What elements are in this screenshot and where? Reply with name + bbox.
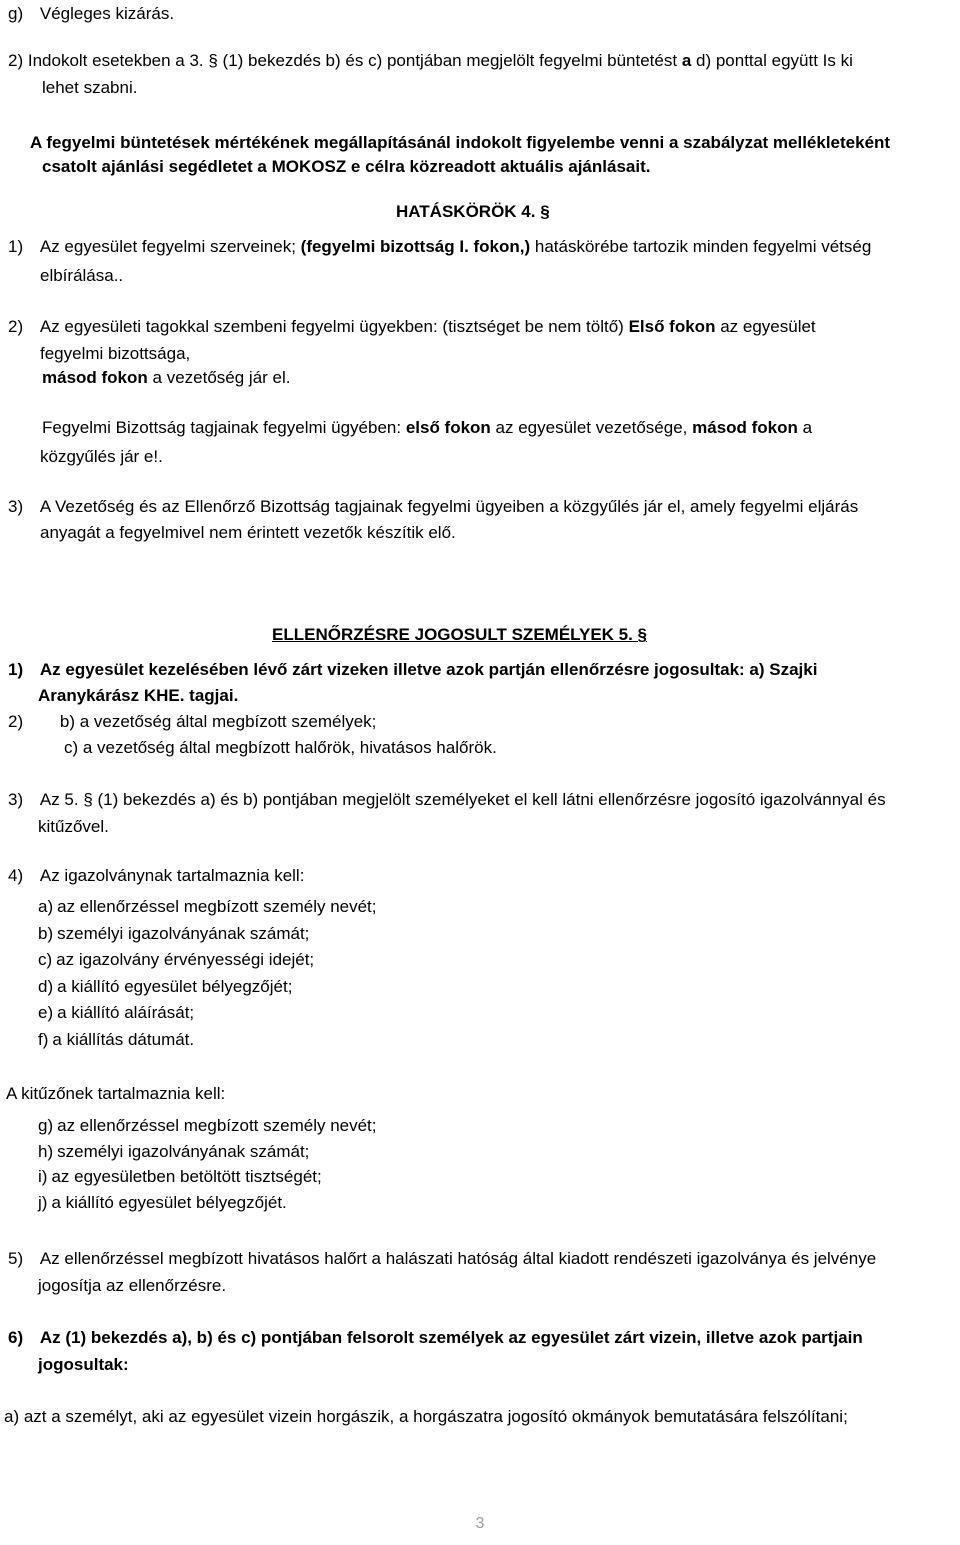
ellenorzes-item-3-continuation: kitűzővel. (38, 817, 109, 836)
item-text: a kiállító egyesület bélyegzőjét; (57, 976, 293, 996)
fegyelmi-bizottsag-paragraph (42, 417, 812, 439)
item-text: Végleges kizárás. (39, 4, 175, 23)
item-marker: 1) (8, 237, 24, 256)
list-item (38, 1141, 309, 1163)
item-text: A Vezetőség és az Ellenőrző Bizottság tagjainak fegyelmi ügyeiben a közgyűlés jár el, amely fegyelmi eljárás (39, 497, 859, 516)
section-heading-hataskorok: HATÁSKÖRÖK 4. § (396, 202, 550, 221)
item-text: Az egyesület fegyelmi szerveinek; (39, 237, 301, 256)
list-item (38, 1192, 287, 1214)
item-text: Az igazolványnak tartalmaznia kell: (39, 866, 305, 885)
hataskorok-item-1 (8, 236, 871, 258)
paragraph-bold-line-1: A fegyelmi büntetések mértékének megállapításánál indokolt figyelembe venni a szabályzat mellékleteként (30, 133, 891, 152)
list-item (38, 923, 309, 945)
item-text: Az ellenőrzéssel megbízott hivatásos halőrt a halászati hatóság által kiadott rendészeti igazolványa és jelvénye (39, 1249, 877, 1268)
item-text: Az 5. § (1) bekezdés a) és b) pontjában megjelölt személyeket el kell látni ellenőrzésre jogosító igazolvánnyal és (39, 790, 886, 809)
item-marker: 2) (8, 317, 24, 336)
item-text: a kiállítás dátumát. (52, 1030, 195, 1049)
item-marker: j) (38, 1192, 48, 1212)
list-item (38, 976, 292, 998)
item-marker: 3) (8, 790, 24, 809)
list-item (38, 1002, 194, 1024)
item-text-bold: másod fokon (692, 418, 798, 437)
item-marker: 1) (8, 660, 24, 679)
item-marker: h) (38, 1141, 54, 1161)
item-marker: i) (38, 1167, 48, 1186)
item-marker: d) (38, 976, 54, 996)
ellenorzes-item-5-continuation: jogosítja az ellenőrzésre. (38, 1276, 227, 1295)
list-item-g (8, 3, 174, 25)
ellenorzes-item-2-continuation: c) a vezetőség által megbízott halőrök, hivatásos halőrök. (64, 738, 497, 757)
item-marker: b) (38, 923, 54, 943)
fegyelmi-bizottsag-continuation: közgyűlés jár e!. (40, 447, 163, 466)
item-text: d) ponttal együtt Is ki (691, 51, 853, 70)
paragraph-2 (8, 50, 853, 72)
ellenorzes-item-5 (8, 1248, 876, 1270)
ellenorzes-item-3 (8, 789, 886, 811)
kituzo-heading: A kitűzőnek tartalmaznia kell: (6, 1084, 226, 1103)
item-text-bold: a (681, 51, 692, 70)
item-text: az egyesület vezetősége, (490, 418, 693, 437)
item-marker: 5) (8, 1249, 24, 1268)
item-marker: f) (38, 1030, 49, 1049)
section-heading-ellenorzes: ELLENŐRZÉSRE JOGOSULT SZEMÉLYEK 5. § (272, 625, 648, 644)
ellenorzes-item-6-continuation: jogosultak: (38, 1355, 129, 1374)
list-item (38, 949, 314, 971)
item-marker: 2) (8, 51, 24, 70)
item-text: a kiállító egyesület bélyegzőjét. (51, 1192, 287, 1212)
item-text-bold: másod fokon (42, 368, 148, 387)
item-text: az ellenőrzéssel megbízott személy nevét; (57, 897, 377, 916)
item-marker: 6) (8, 1328, 24, 1347)
list-item (38, 896, 377, 918)
ellenorzes-item-1 (8, 659, 817, 681)
item-text-bold: első fokon (405, 418, 491, 437)
hataskorok-item-2-continuation-1: fegyelmi bizottsága, (40, 344, 191, 363)
item-text: az egyesületben betöltött tisztségét; (51, 1167, 322, 1186)
item-text: személyi igazolványának számát; (57, 1141, 310, 1161)
item-marker: 2) (8, 712, 24, 731)
item-text: az igazolvány érvényességi idejét; (56, 950, 315, 970)
list-item (38, 1029, 194, 1051)
list-item (38, 1115, 377, 1137)
item-text: Indokolt esetekben a 3. § (1) bekezdés b) és c) pontjában megjelölt fegyelmi büntetést (27, 51, 682, 70)
item-text: az egyesület (715, 317, 816, 336)
hataskorok-item-2-continuation-2 (42, 367, 291, 389)
item-text: a (797, 418, 813, 437)
item-text: hatáskörébe tartozik minden fegyelmi vétség (530, 237, 872, 256)
hataskorok-item-3-continuation: anyagát a fegyelmivel nem érintett vezetők készítik elő. (40, 523, 456, 542)
ellenorzes-item-2 (8, 711, 376, 733)
item-marker: 4) (8, 866, 24, 885)
item-marker: g) (8, 4, 24, 23)
item-marker: c) (38, 950, 53, 970)
item-text: Az (1) bekezdés a), b) és c) pontjában felsorolt személyek az egyesület zárt vizein, illetve azok partjain (39, 1328, 863, 1347)
ellenorzes-item-4 (8, 865, 304, 887)
item-text: Az egyesületi tagokkal szembeni fegyelmi ügyekben: (tisztséget be nem töltő) (39, 317, 629, 336)
ellenorzes-item-6 (8, 1327, 863, 1349)
item-text: az ellenőrzéssel megbízott személy nevét; (57, 1116, 377, 1135)
last-paragraph: a) azt a személyt, aki az egyesület vizein horgászik, a horgászatra jogosító okmányok bemutatására felszólítani; (4, 1407, 848, 1426)
hataskorok-item-3 (8, 496, 858, 518)
item-text-bold: (fegyelmi bizottság I. fokon,) (300, 237, 531, 256)
item-text: b) a vezetőség által megbízott személyek; (59, 712, 377, 731)
list-item (38, 1166, 322, 1188)
item-text: a vezetőség jár el. (147, 368, 291, 387)
item-text: a kiállító aláírását; (57, 1003, 195, 1023)
item-text: Fegyelmi Bizottság tagjainak fegyelmi ügyében: (42, 418, 406, 437)
item-marker: 3) (8, 497, 24, 516)
paragraph-2-continuation: lehet szabni. (42, 78, 138, 97)
item-marker: a) (38, 897, 54, 916)
hataskorok-item-2 (8, 316, 816, 338)
item-marker: e) (38, 1003, 54, 1023)
item-text: Az egyesület kezelésében lévő zárt vizeken illetve azok partján ellenőrzésre jogosultak: a) Szajki (39, 660, 818, 679)
item-text-bold: Első fokon (628, 317, 716, 336)
hataskorok-item-1-continuation: elbírálása.. (40, 266, 124, 285)
ellenorzes-item-1-continuation: Aranykárász KHE. tagjai. (38, 686, 239, 705)
item-marker: g) (38, 1116, 54, 1135)
paragraph-bold-line-2: csatolt ajánlási segédletet a MOKOSZ e célra közreadott aktuális ajánlásait. (42, 157, 651, 176)
page-number: 3 (475, 1515, 485, 1532)
item-text: személyi igazolványának számát; (57, 923, 310, 943)
